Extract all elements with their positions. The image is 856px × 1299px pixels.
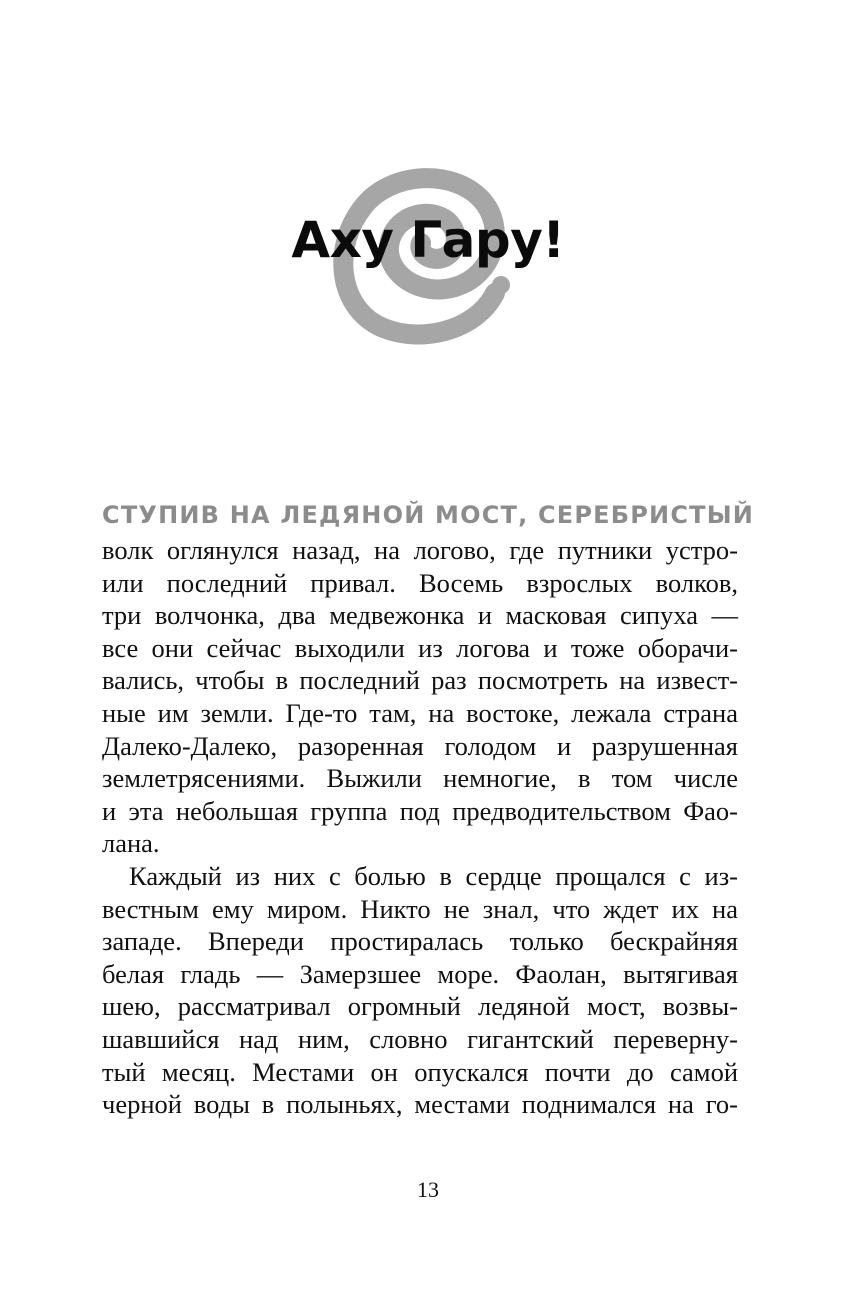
text-line: или последний привал. Восемь взрослых волков,: [102, 567, 738, 598]
chapter-title: Аху Гару!: [291, 211, 565, 269]
paragraph-first-line: Каждый из них с болью в сердце прощался с из-: [129, 860, 738, 891]
text-line: шею, рассматривал огромный ледяной мост, возвы-: [102, 991, 738, 1022]
text-line: белая гладь — Замерзшее море. Фаолан, вытягивая: [102, 958, 738, 989]
text-line: все они сейчас выходили из логова и тоже оборачи-: [102, 632, 738, 663]
text-line: шавшийся над ним, словно гигантский переверну-: [102, 1023, 738, 1054]
text-line: волк оглянулся назад, на логово, где путники устро-: [102, 535, 738, 565]
text-line: вались, чтобы в последний раз посмотреть на извест-: [102, 665, 738, 696]
text-line: вестным ему миром. Никто не знал, что ждет их на: [102, 893, 738, 924]
text-line: тый месяц. Местами он опускался почти до самой: [102, 1056, 738, 1087]
body-text: [102, 496, 755, 1121]
page-number: 13: [417, 1177, 439, 1202]
lead-caps-line: СТУПИВ НА ЛЕДЯНОЙ МОСТ, СЕРЕБРИСТЫЙ: [102, 501, 755, 529]
text-line: землетрясениями. Выжили немногие, в том числе: [102, 763, 738, 794]
text-line: и эта небольшая группа под предводительством Фао-: [102, 795, 738, 826]
text-line: западе. Впереди простиралась только бескрайняя: [102, 926, 738, 957]
text-line: ные им земли. Где-то там, на востоке, лежала страна: [102, 697, 738, 728]
text-line: лана.: [102, 828, 160, 859]
text-line: три волчонка, два медвежонка и масковая сипуха —: [102, 600, 738, 631]
text-line: Далеко-Далеко, разоренная голодом и разрушенная: [102, 730, 738, 761]
text-line: черной воды в полыньях, местами поднимался на го-: [102, 1089, 738, 1120]
